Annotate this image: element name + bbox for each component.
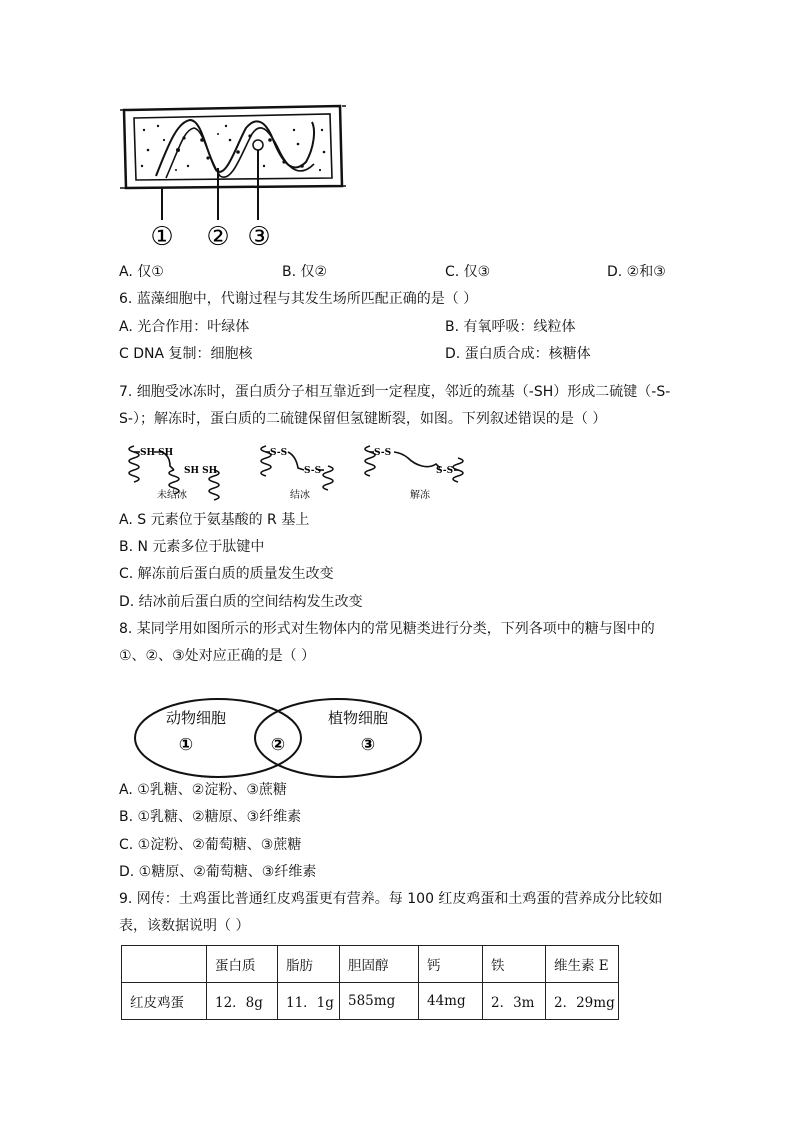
venn-mark-3: ③ bbox=[360, 735, 376, 755]
mark-sh-2: SH SH bbox=[184, 466, 218, 476]
q6-option-b[interactable]: B. 有氧呼吸：线粒体 bbox=[445, 319, 576, 335]
venn-right-title: 植物细胞 bbox=[327, 709, 389, 727]
mark-ss-1: S-S bbox=[270, 448, 288, 458]
table-cell: 2．29mg bbox=[546, 983, 619, 1020]
mark-sh-1: SH SH bbox=[140, 448, 174, 458]
table-header-row bbox=[122, 946, 619, 983]
venn-diagram bbox=[130, 696, 426, 780]
q7-option-c[interactable]: C. 解冻前后蛋白质的质量发生改变 bbox=[119, 566, 334, 582]
q6-option-a[interactable]: A. 光合作用：叶绿体 bbox=[119, 319, 250, 335]
caption-thawed: 解冻 bbox=[410, 490, 430, 501]
q9-stem-line1: 9. 网传：土鸡蛋比普通红皮鸡蛋更有营养。每 100 红皮鸡蛋和土鸡蛋的营养成分比较如 bbox=[119, 891, 663, 907]
table-cell: 44mg bbox=[419, 983, 483, 1020]
q7-option-b[interactable]: B. N 元素多位于肽键中 bbox=[119, 539, 265, 555]
q5-option-c[interactable]: C. 仅③ bbox=[445, 264, 491, 280]
q7-stem-line1: 7. 细胞受冰冻时，蛋白质分子相互靠近到一定程度，邻近的巯基（-SH）形成二硫键（-S- bbox=[119, 384, 671, 400]
cell-label-1: ① bbox=[150, 222, 174, 252]
q6-option-c[interactable]: C DNA 复制：细胞核 bbox=[119, 346, 253, 362]
q9-stem-line2: 表，该数据说明（ ） bbox=[119, 918, 250, 934]
q5-option-a[interactable]: A. 仅① bbox=[119, 264, 164, 280]
table-cell: 11．1g bbox=[278, 983, 340, 1020]
q5-option-b[interactable]: B. 仅② bbox=[282, 264, 328, 280]
q8-option-c[interactable]: C. ①淀粉、②葡萄糖、③蔗糖 bbox=[119, 837, 302, 853]
q6-option-d[interactable]: D. 蛋白质合成：核糖体 bbox=[445, 346, 591, 362]
table-cell: 红皮鸡蛋 bbox=[122, 983, 207, 1020]
caption-unfrozen: 未结冰 bbox=[157, 490, 187, 501]
table-cell: 12．8g bbox=[207, 983, 278, 1020]
q6-stem: 6. 蓝藻细胞中，代谢过程与其发生场所匹配正确的是（ ） bbox=[119, 291, 478, 307]
q8-stem-line1: 8. 某同学用如图所示的形式对生物体内的常见糖类进行分类，下列各项中的糖与图中的 bbox=[119, 621, 655, 637]
table-header-cell: 胆固醇 bbox=[340, 946, 419, 983]
mark-ss-2: S-S bbox=[304, 466, 322, 476]
table-header-cell: 维生素 E bbox=[546, 946, 619, 983]
q8-option-d[interactable]: D. ①糖原、②葡萄糖、③纤维素 bbox=[119, 864, 317, 880]
table-header-cell bbox=[122, 946, 207, 983]
venn-mark-1: ① bbox=[178, 735, 194, 755]
venn-left-title: 动物细胞 bbox=[165, 709, 227, 727]
table-header-cell: 脂肪 bbox=[278, 946, 340, 983]
table-header-cell: 钙 bbox=[419, 946, 483, 983]
q5-option-d[interactable]: D. ②和③ bbox=[607, 264, 666, 280]
cell-label-2: ② bbox=[206, 222, 230, 252]
caption-frozen: 结冰 bbox=[290, 490, 310, 501]
mark-ss-4: S-S bbox=[436, 466, 454, 476]
q8-option-a[interactable]: A. ①乳糖、②淀粉、③蔗糖 bbox=[119, 782, 287, 798]
cell-figure bbox=[118, 100, 348, 252]
table-cell: 2．3m bbox=[483, 983, 546, 1020]
q8-stem-line2: ①、②、③处对应正确的是（ ） bbox=[119, 648, 316, 664]
cell-label-3: ③ bbox=[247, 222, 271, 252]
q7-stem-line2: S-）；解冻时，蛋白质的二硫键保留但氢键断裂，如图。下列叙述错误的是（ ） bbox=[119, 411, 607, 427]
q7-option-d[interactable]: D. 结冰前后蛋白质的空间结构发生改变 bbox=[119, 594, 363, 610]
mark-ss-3: S-S bbox=[374, 448, 392, 458]
table-row bbox=[122, 983, 619, 1020]
table-header-cell: 蛋白质 bbox=[207, 946, 278, 983]
nutrition-table bbox=[121, 945, 619, 1020]
venn-mark-2: ② bbox=[270, 735, 286, 755]
table-header-cell: 铁 bbox=[483, 946, 546, 983]
protein-figure bbox=[118, 440, 474, 502]
q7-option-a[interactable]: A. S 元素位于氨基酸的 R 基上 bbox=[119, 512, 310, 528]
table-cell: 585mg bbox=[340, 983, 419, 1020]
q8-option-b[interactable]: B. ①乳糖、②糖原、③纤维素 bbox=[119, 809, 302, 825]
